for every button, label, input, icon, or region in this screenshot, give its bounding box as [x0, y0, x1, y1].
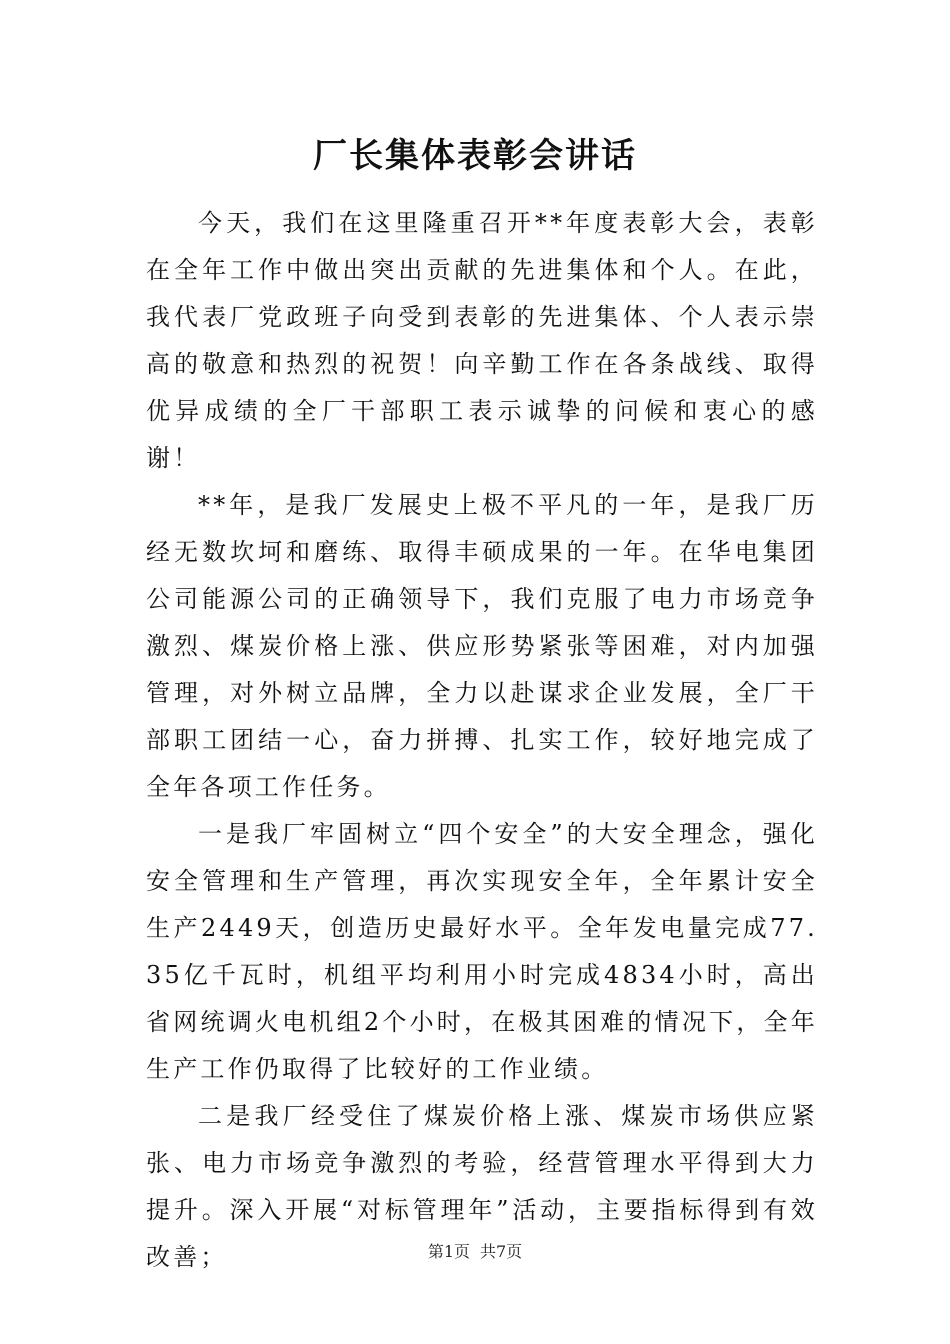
page-number: 第1页 [427, 1242, 470, 1261]
paragraph-management: 二是我厂经受住了煤炭价格上涨、煤炭市场供应紧张、电力市场竞争激烈的考验，经营管理水平得到大力提升。深入开展“对标管理年”活动，主要指标得到有效改善； [146, 1102, 818, 1271]
paragraph-year-review: **年，是我厂发展史上极不平凡的一年，是我厂历经无数坎坷和磨练、取得丰硕成果的一年。在华电集团公司能源公司的正确领导下，我们克服了电力市场竞争激烈、煤炭价格上涨、供应形势紧张等困难，对内加强管理，对外树立品牌，全力以赴谋求企业发展，全厂干部职工团结一心，奋力拼搏、扎实工作，较好地完成了全年各项工作任务。 [146, 491, 818, 801]
paragraph-opening: 今天，我们在这里隆重召开**年度表彰大会，表彰在全年工作中做出突出贡献的先进集体和个人。在此，我代表厂党政班子向受到表彰的先进集体、个人表示崇高的敬意和热烈的祝贺！向辛勤工作在各条战线、取得优异成绩的全厂干部职工表示诚挚的问候和衷心的感谢！ [146, 209, 818, 472]
page-footer [0, 1240, 950, 1264]
page-total: 共7页 [480, 1242, 523, 1261]
document-title: 厂长集体表彰会讲话 [313, 136, 637, 176]
document-body [146, 200, 818, 1281]
paragraph-safety-production: 一是我厂牢固树立“四个安全”的大安全理念，强化安全管理和生产管理，再次实现安全年，全年累计安全生产2449天，创造历史最好水平。全年发电量完成77.35亿千瓦时，机组平均利用小时完成4834小时，高出省网统调火电机组2个小时，在极其困难的情况下，全年生产工作仍取得了比较好的工作业绩。 [146, 820, 818, 1083]
